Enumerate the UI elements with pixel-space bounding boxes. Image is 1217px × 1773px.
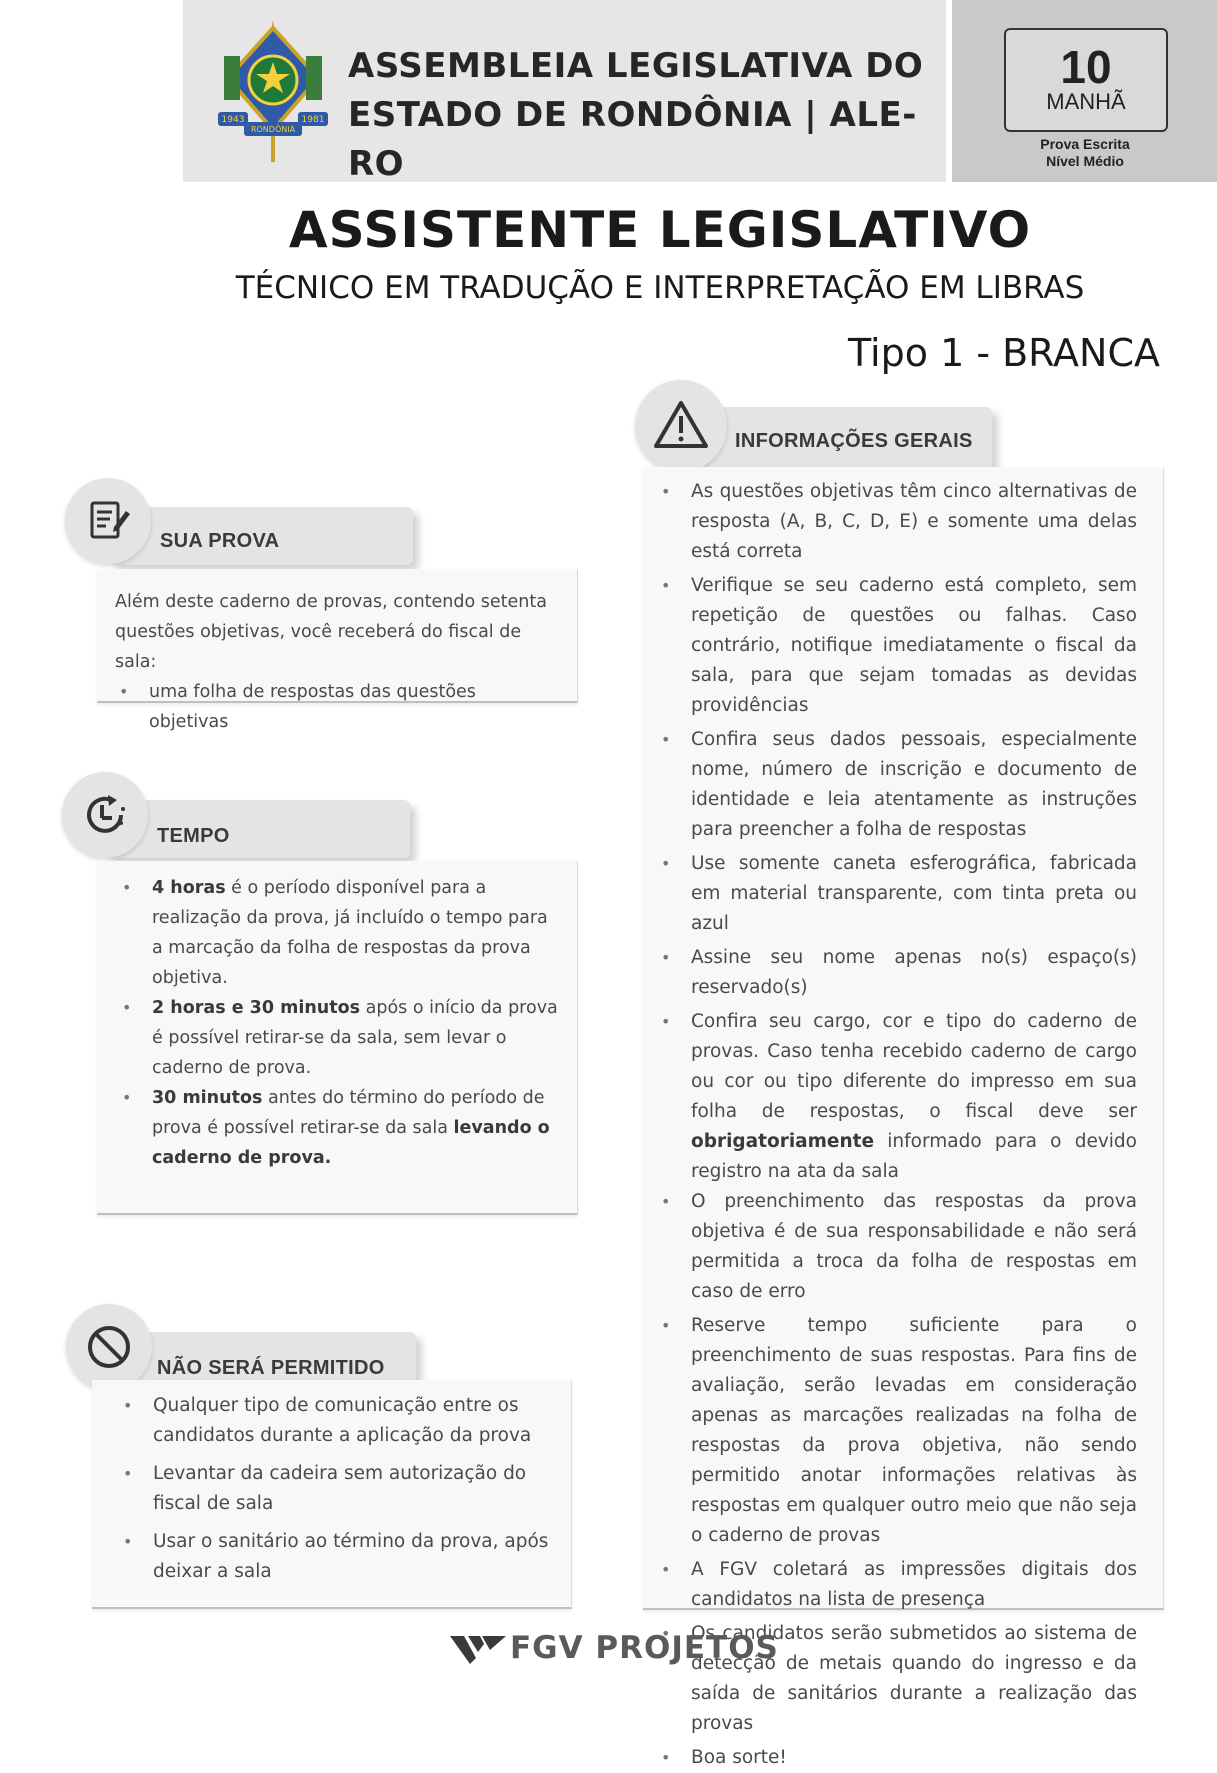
nao-permitido-circle (66, 1304, 152, 1390)
sub-title: TÉCNICO EM TRADUÇÃO E INTERPRETAÇÃO EM LIBRAS (235, 270, 1085, 306)
sua-prova-panel (97, 569, 578, 732)
org-name-line1: ASSEMBLEIA LEGISLATIVA DO (348, 46, 924, 86)
nao-permitido-label: NÃO SERÁ PERMITIDO (157, 1357, 385, 1379)
informacoes-label: INFORMAÇÕES GERAIS (735, 430, 973, 452)
exam-number: 10 (1060, 41, 1112, 93)
info-item: • Use somente caneta esferográfica, fabricada em material transparente, com tinta preta ou azul (657, 849, 1137, 939)
info-item: • Boa sorte! (657, 1743, 1137, 1773)
sua-prova-intro: Além deste caderno de provas, contendo setenta questões objetivas, você receberá do fiscal de sala: (115, 592, 547, 672)
tempo-circle (62, 772, 148, 858)
exam-type-line1: Prova Escrita (1040, 136, 1130, 152)
exam-type-line2: Nível Médio (1046, 153, 1124, 169)
info-item: • A FGV coletará as impressões digitais dos candidatos na lista de presença (657, 1555, 1137, 1615)
sua-prova-circle (65, 478, 151, 564)
tempo-item: • 4 horas é o período disponível para a realização da prova, já incluído o tempo para a marcação da folha de respostas da prova objetiva. (118, 873, 558, 993)
info-item: • Assine seu nome apenas no(s) espaço(s) reservado(s) (657, 943, 1137, 1003)
info-item: • Verifique se seu caderno está completo, sem repetição de questões ou falhas. Caso contrário, notifique imediatamente o fiscal da sala, para que sejam tomadas as devidas providências (657, 571, 1137, 721)
nao-permitido-item: • Qualquer tipo de comunicação entre os candidatos durante a aplicação da prova (119, 1391, 559, 1451)
nao-permitido-item: • Usar o sanitário ao término da prova, após deixar a sala (119, 1527, 559, 1587)
tempo-tab (106, 800, 410, 858)
ale-ro-logo (218, 18, 328, 164)
sua-prova-label: SUA PROVA (160, 530, 280, 552)
nao-permitido-item: • Levantar da cadeira sem autorização do fiscal de sala (119, 1459, 559, 1519)
footer-brand (450, 1628, 780, 1668)
info-item: • Confira seus dados pessoais, especialmente nome, número de inscrição e documento de identidade e leia atentamente as instruções para preencher a folha de respostas (657, 725, 1137, 845)
tempo-item: • 30 minutos antes do término do período de prova é possível retirar-se da sala levando o caderno de prova. (118, 1083, 558, 1173)
org-name (348, 42, 938, 189)
sua-prova-item: • uma folha de respostas das questões objetivas (115, 677, 555, 737)
info-item: • O preenchimento das respostas da prova objetiva é de sua responsabilidade e não será permitida a troca da folha de respostas em caso de erro (657, 1187, 1137, 1307)
prohibited-icon (85, 1323, 133, 1371)
main-title: ASSISTENTE LEGISLATIVO (288, 201, 1032, 259)
logo-year-right: 1981 (301, 115, 325, 125)
exam-shift: MANHÃ (1046, 89, 1126, 114)
document-edit-icon (84, 497, 132, 545)
logo-banner: RONDÔNIA (250, 125, 296, 134)
exam-type (980, 136, 1190, 170)
tempo-panel (97, 861, 578, 1215)
exam-number-box (1004, 28, 1168, 132)
booklet-type: Tipo 1 - BRANCA (848, 331, 1160, 375)
footer-text: FGV PROJETOS (510, 1630, 779, 1666)
fgv-logo-icon (450, 1634, 506, 1668)
tempo-item: • 2 horas e 30 minutos após o início da prova é possível retirar-se da sala, sem levar o caderno de prova. (118, 993, 558, 1083)
org-name-line2: ESTADO DE RONDÔNIA | ALE-RO (348, 95, 917, 184)
nao-permitido-panel (92, 1380, 572, 1609)
warning-icon (653, 400, 709, 450)
info-item: • Reserve tempo suficiente para o preenchimento de suas respostas. Para fins de avaliação, serão levadas em consideração apenas as marcações realizadas na folha de respostas da prova objetiva, não sendo permitido anotar informações relativas às respostas em qualquer outro meio que não seja o caderno de provas (657, 1311, 1137, 1551)
logo-year-left: 1943 (221, 115, 245, 125)
tempo-label: TEMPO (157, 825, 230, 847)
info-item: • As questões objetivas têm cinco alternativas de resposta (A, B, C, D, E) e somente uma delas está correta (657, 477, 1137, 567)
info-item: • Os candidatos serão submetidos ao sistema de detecção de metais quando do ingresso e da saída de sanitários durante a realização das provas (657, 1619, 1137, 1739)
clock-icon (81, 791, 129, 839)
informacoes-circle (635, 380, 727, 472)
info-item: • Confira seu cargo, cor e tipo do caderno de provas. Caso tenha recebido caderno de cargo ou cor ou tipo diferente do impresso em sua folha de respostas, o fiscal deve ser obrigatoriamente informado para o devido registro na ata da sala (657, 1007, 1137, 1187)
